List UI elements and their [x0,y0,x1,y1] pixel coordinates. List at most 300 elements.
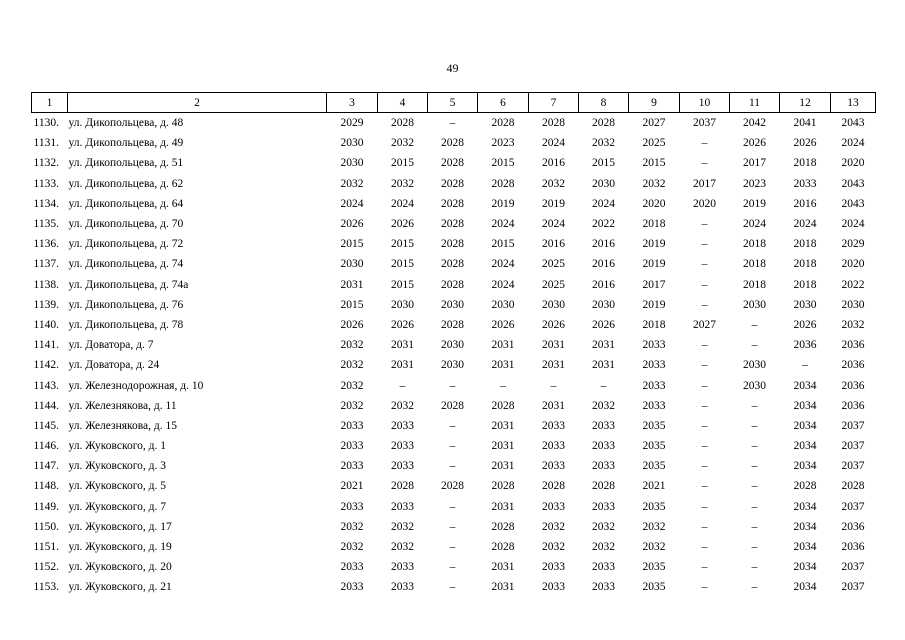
year-cell: – [701,581,708,594]
year-cell: 2037 [841,440,865,453]
address-cell: ул. Дикопольцева, д. 70 [68,218,184,231]
year-cell: 2019 [542,197,565,210]
year-cell: 2028 [441,278,464,291]
year-cell: 2030 [441,359,464,372]
year-cell: 2035 [642,581,666,594]
year-cell: 2033 [542,561,565,574]
year-cell: 2034 [793,500,817,513]
address-cell: ул. Железнякова, д. 15 [68,419,178,432]
year-cell: 2015 [491,157,515,170]
row-number: 1141. [33,339,59,352]
address-cell: ул. Железнякова, д. 11 [68,399,177,412]
year-cell: 2032 [391,520,414,533]
year-cell: 2024 [542,218,565,231]
year-cell: 2015 [391,278,414,291]
year-cell: 2016 [793,197,817,210]
year-cell: 2037 [841,500,865,513]
year-cell: 2020 [642,197,666,210]
year-cell: 2035 [642,561,666,574]
year-cell: 2033 [642,379,666,392]
year-cell: – [751,480,758,493]
row-number: 1149. [33,500,59,513]
column-header-5: 5 [428,93,478,113]
year-cell: 2028 [441,137,464,150]
year-cell: 2028 [391,480,414,493]
row-number: 1136. [33,238,59,251]
year-cell: – [449,520,456,533]
address-cell: ул. Дикопольцева, д. 76 [68,298,184,311]
year-cell: 2023 [491,137,515,150]
year-cell: 2026 [391,218,414,231]
year-cell: 2026 [793,137,817,150]
year-cell: 2017 [743,157,766,170]
year-cell: 2033 [391,460,414,473]
year-cell: 2032 [391,177,414,190]
year-cell: 2032 [542,541,565,554]
year-cell: 2028 [491,480,515,493]
year-cell: 2018 [743,278,766,291]
address-cell: ул. Дикопольцева, д. 74 [68,258,184,271]
column-header-11: 11 [730,93,780,113]
address-cell: ул. Жуковского, д. 5 [68,480,166,493]
table-row [32,396,876,416]
year-cell: 2015 [340,238,364,251]
year-cell: 2043 [841,177,865,190]
year-cell: 2034 [793,440,817,453]
year-cell: 2028 [592,480,615,493]
address-cell: ул. Жуковского, д. 17 [68,520,172,533]
year-cell: 2033 [340,460,364,473]
table-row [32,194,876,214]
year-cell: 2029 [340,117,364,130]
year-cell: – [751,460,758,473]
page-number: 49 [446,61,459,75]
year-cell: – [701,339,708,352]
year-cell: 2034 [793,399,817,412]
year-cell: 2037 [841,460,865,473]
year-cell: 2037 [841,419,865,432]
table-row [32,113,876,134]
year-cell: 2022 [841,278,865,291]
year-cell: 2032 [592,520,615,533]
year-cell: 2018 [642,218,666,231]
year-cell: – [701,520,708,533]
year-cell: 2024 [542,137,565,150]
row-number: 1135. [33,218,59,231]
column-header-7: 7 [529,93,579,113]
year-cell: 2032 [391,399,414,412]
year-cell: 2031 [491,500,515,513]
year-cell: 2034 [793,541,817,554]
table-row [32,476,876,496]
row-number: 1140. [33,318,59,331]
column-header-3: 3 [327,93,378,113]
year-cell: 2036 [841,359,865,372]
table-row [32,315,876,335]
address-cell: ул. Доватора, д. 24 [68,359,160,372]
row-number: 1146. [33,440,59,453]
year-cell: 2033 [340,419,364,432]
year-cell: – [701,278,708,291]
year-cell: – [751,419,758,432]
address-cell: ул. Дикопольцева, д. 62 [68,177,184,190]
year-cell: 2026 [491,318,515,331]
year-cell: 2033 [592,500,615,513]
column-header-1: 1 [32,93,68,113]
row-number: 1133. [33,177,59,190]
year-cell: 2032 [340,359,364,372]
year-cell: 2034 [793,460,817,473]
row-number: 1148. [33,480,59,493]
table-row [32,577,876,597]
year-cell: 2018 [793,238,817,251]
year-cell: 2031 [491,419,515,432]
year-cell: 2032 [542,177,565,190]
year-cell: 2019 [642,298,666,311]
row-number: 1144. [33,399,59,412]
year-cell: 2032 [592,541,615,554]
year-cell: – [701,480,708,493]
year-cell: 2030 [441,339,464,352]
table-row [32,375,876,395]
year-cell: – [701,298,708,311]
table-row [32,456,876,476]
year-cell: 2016 [592,278,615,291]
year-cell: 2028 [841,480,865,493]
year-cell: – [449,379,456,392]
year-cell: – [449,419,456,432]
year-cell: 2028 [491,520,515,533]
year-cell: – [449,541,456,554]
header-row [32,93,876,113]
year-cell: 2031 [592,359,615,372]
year-cell: 2028 [441,177,464,190]
year-cell: 2033 [542,500,565,513]
year-cell: 2031 [391,359,414,372]
year-cell: – [399,379,406,392]
year-cell: 2024 [491,258,515,271]
year-cell: 2035 [642,460,666,473]
table-row [32,335,876,355]
year-cell: 2028 [491,117,515,130]
year-cell: – [449,500,456,513]
year-cell: – [701,399,708,412]
year-cell: 2033 [592,561,615,574]
year-cell: 2028 [592,117,615,130]
year-cell: 2031 [542,399,565,412]
year-cell: 2017 [693,177,716,190]
year-cell: 2015 [391,157,414,170]
year-cell: 2030 [542,298,565,311]
table-row [32,436,876,456]
column-header-13: 13 [831,93,876,113]
year-cell: 2015 [642,157,666,170]
address-cell: ул. Дикопольцева, д. 72 [68,238,184,251]
year-cell: 2031 [491,339,515,352]
year-cell: 2033 [642,399,666,412]
year-cell: 2027 [693,318,716,331]
year-cell: – [701,500,708,513]
table-row [32,234,876,254]
table-row [32,254,876,274]
year-cell: 2033 [340,581,364,594]
year-cell: 2026 [340,218,364,231]
address-cell: ул. Дикопольцева, д. 48 [68,117,184,130]
year-cell: 2027 [642,117,666,130]
year-cell: 2032 [841,318,865,331]
year-cell: 2018 [743,238,766,251]
year-cell: – [701,137,708,150]
year-cell: 2025 [542,258,565,271]
row-number: 1130. [33,117,59,130]
address-cell: ул. Доватора, д. 7 [68,339,154,352]
year-cell: 2015 [391,258,414,271]
year-cell: 2033 [642,359,666,372]
year-cell: 2030 [391,298,414,311]
year-cell: 2035 [642,500,666,513]
year-cell: 2026 [743,137,766,150]
year-cell: 2031 [491,359,515,372]
year-cell: 2018 [793,157,817,170]
year-cell: 2028 [542,117,565,130]
year-cell: – [449,440,456,453]
year-cell: 2024 [491,218,515,231]
year-cell: 2015 [592,157,615,170]
year-cell: 2028 [441,480,464,493]
year-cell: 2018 [642,318,666,331]
year-cell: 2034 [793,419,817,432]
year-cell: 2028 [491,177,515,190]
year-cell: – [449,581,456,594]
row-number: 1152. [33,561,59,574]
year-cell: 2028 [441,258,464,271]
year-cell: 2024 [340,197,364,210]
year-cell: 2030 [340,137,364,150]
row-number: 1131. [33,137,59,150]
year-cell: 2043 [841,117,865,130]
year-cell: 2024 [592,197,615,210]
year-cell: 2034 [793,520,817,533]
year-cell: – [802,359,808,372]
year-cell: 2031 [592,339,615,352]
year-cell: 2020 [841,157,865,170]
year-cell: 2033 [391,581,414,594]
table-row [32,416,876,436]
year-cell: 2031 [491,561,515,574]
year-cell: 2016 [592,258,615,271]
year-cell: 2016 [542,157,565,170]
address-cell: ул. Жуковского, д. 1 [68,440,166,453]
row-number: 1139. [33,298,59,311]
row-number: 1137. [33,258,59,271]
year-cell: 2033 [793,177,817,190]
year-cell: 2033 [542,581,565,594]
year-cell: 2037 [841,561,865,574]
year-cell: 2032 [340,177,364,190]
year-cell: 2021 [340,480,364,493]
year-cell: 2032 [592,399,615,412]
year-cell: 2020 [693,197,716,210]
year-cell: 2032 [391,137,414,150]
year-cell: 2031 [491,460,515,473]
year-cell: 2019 [642,238,666,251]
year-cell: 2028 [441,399,464,412]
year-cell: – [701,419,708,432]
year-cell: 2030 [793,298,817,311]
year-cell: 2021 [642,480,666,493]
year-cell: 2015 [391,238,414,251]
year-cell: 2030 [340,157,364,170]
year-cell: 2032 [642,177,666,190]
year-cell: 2024 [391,197,414,210]
year-cell: 2018 [743,258,766,271]
row-number: 1132. [33,157,59,170]
year-cell: 2033 [592,440,615,453]
year-cell: 2033 [391,561,414,574]
year-cell: 2029 [841,238,865,251]
year-cell: – [449,460,456,473]
year-cell: 2022 [592,218,615,231]
year-cell: – [701,359,708,372]
year-cell: 2042 [743,117,766,130]
year-cell: – [701,541,708,554]
year-cell: 2017 [642,278,666,291]
address-cell: ул. Дикопольцева, д. 49 [68,137,184,150]
year-cell: 2020 [841,258,865,271]
year-cell: 2028 [441,157,464,170]
year-cell: – [550,379,557,392]
column-header-9: 9 [629,93,680,113]
year-cell: 2033 [592,460,615,473]
year-cell: 2036 [841,379,865,392]
table-row [32,557,876,577]
year-cell: 2032 [642,520,666,533]
year-cell: 2028 [491,541,515,554]
year-cell: – [701,258,708,271]
year-cell: 2030 [340,258,364,271]
year-cell: 2026 [391,318,414,331]
table-row [32,275,876,295]
year-cell: 2032 [542,520,565,533]
address-cell: ул. Дикопольцева, д. 64 [68,197,184,210]
year-cell: 2033 [542,460,565,473]
year-cell: – [751,339,758,352]
year-cell: – [751,581,758,594]
year-cell: 2032 [391,541,414,554]
year-cell: – [751,541,758,554]
year-cell: 2041 [793,117,817,130]
year-cell: 2036 [841,399,865,412]
year-cell: 2015 [491,238,515,251]
address-cell: ул. Жуковского, д. 3 [68,460,166,473]
year-cell: 2034 [793,561,817,574]
year-cell: 2043 [841,197,865,210]
year-cell: 2033 [340,500,364,513]
year-cell: 2026 [592,318,615,331]
year-cell: 2033 [340,561,364,574]
year-cell: – [701,561,708,574]
year-cell: 2033 [391,440,414,453]
year-cell: 2033 [542,440,565,453]
year-cell: 2033 [542,419,565,432]
year-cell: – [500,379,506,392]
year-cell: 2026 [793,318,817,331]
year-cell: 2019 [743,197,766,210]
row-number: 1143. [33,379,59,392]
data-table [31,92,876,598]
year-cell: – [751,440,758,453]
year-cell: 2028 [441,318,464,331]
year-cell: 2036 [841,541,865,554]
year-cell: 2032 [642,541,666,554]
table-body [32,113,876,598]
table-row [32,214,876,234]
year-cell: 2033 [592,419,615,432]
year-cell: – [701,460,708,473]
year-cell: 2028 [391,117,414,130]
year-cell: 2028 [793,480,817,493]
year-cell: 2025 [542,278,565,291]
year-cell: 2032 [592,137,615,150]
year-cell: – [751,561,758,574]
year-cell: – [701,157,708,170]
year-cell: 2036 [841,339,865,352]
year-cell: 2032 [340,520,364,533]
year-cell: 2033 [642,339,666,352]
year-cell: 2024 [743,218,766,231]
column-header-4: 4 [378,93,428,113]
year-cell: – [701,218,708,231]
table-row [32,537,876,557]
column-header-12: 12 [780,93,831,113]
column-header-10: 10 [680,93,730,113]
address-cell: ул. Железнодорожная, д. 10 [68,379,204,392]
year-cell: 2035 [642,419,666,432]
year-cell: 2037 [693,117,716,130]
year-cell: 2026 [340,318,364,331]
year-cell: 2033 [592,581,615,594]
year-cell: 2028 [441,238,464,251]
year-cell: 2025 [642,137,666,150]
year-cell: 2030 [841,298,865,311]
year-cell: 2030 [491,298,515,311]
row-number: 1150. [33,520,59,533]
year-cell: 2033 [340,440,364,453]
year-cell: 2031 [491,440,515,453]
address-cell: ул. Дикопольцева, д. 51 [68,157,184,170]
year-cell: 2030 [441,298,464,311]
year-cell: 2032 [340,379,364,392]
year-cell: 2037 [841,581,865,594]
year-cell: 2034 [793,581,817,594]
table-row [32,517,876,537]
year-cell: 2031 [491,581,515,594]
year-cell: 2024 [793,218,817,231]
year-cell: 2036 [841,520,865,533]
table-row [32,295,876,315]
year-cell: 2032 [340,541,364,554]
year-cell: 2028 [542,480,565,493]
year-cell: 2031 [391,339,414,352]
year-cell: 2015 [340,298,364,311]
year-cell: 2016 [592,238,615,251]
address-cell: ул. Жуковского, д. 21 [68,581,172,594]
table-row [32,174,876,194]
year-cell: 2026 [542,318,565,331]
year-cell: 2036 [793,339,817,352]
table-row [32,133,876,153]
address-cell: ул. Дикопольцева, д. 74а [68,278,189,291]
